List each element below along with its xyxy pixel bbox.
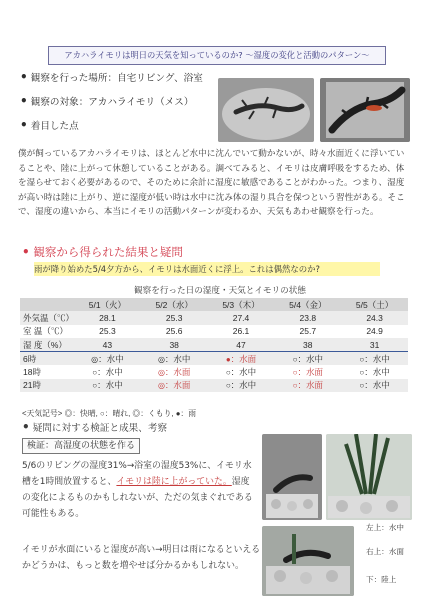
table-header-row	[20, 298, 408, 311]
verification-heading	[22, 420, 167, 434]
caption-top-left: 左上：水中	[366, 523, 404, 532]
weather-legend: <天気記号> ◎：快晴, ○：晴れ, ◎：くもり, ●：雨	[22, 409, 197, 418]
caption-bottom: 下：陸上	[366, 575, 397, 584]
verification-title: 検証：高湿度の状態を作る	[22, 438, 140, 454]
row-label: 湿 度（%）	[20, 338, 74, 352]
photo-land	[262, 526, 354, 596]
table-title: 観察を行った日の湿度・天気とイモリの状態	[134, 286, 306, 296]
time-row	[20, 352, 408, 366]
state-cell	[141, 365, 208, 378]
place-row	[20, 70, 203, 84]
newt-state: ：水中	[230, 380, 257, 391]
newt-state: ：水中	[230, 367, 257, 378]
time-row	[20, 365, 408, 378]
weather-mark: ○	[225, 368, 231, 378]
weather-mark: ◎	[91, 354, 99, 364]
newt-state: ：水面	[297, 380, 323, 391]
state-cell	[274, 365, 341, 378]
time-label: 6時	[20, 352, 74, 366]
newt-state: ：水中	[98, 353, 124, 364]
question-highlight: 雨が降り始めた5/4夕方から、イモリは水面近くに浮上。これは偶然なのか?	[34, 262, 380, 276]
bullet-icon: •	[20, 70, 28, 84]
subject-label: 観察の対象：	[30, 97, 89, 108]
bullet-icon: •	[20, 118, 28, 132]
weather-mark: ○	[92, 368, 98, 378]
weather-mark: ○	[225, 381, 231, 391]
value-cell: 25.3	[141, 311, 208, 324]
photo-surface	[326, 434, 412, 520]
verification-text-highlight: イモリは陸に上がっていた。	[116, 477, 232, 487]
value-cell: 23.8	[274, 311, 341, 324]
newt-photo-2	[320, 78, 410, 142]
verification-text-1: 5/6のリビングの湿度31%→浴室の湿度53%に、イモリ水槽を1時間放置すると、	[22, 461, 252, 487]
bullet-icon: •	[20, 94, 28, 108]
subject-row	[20, 94, 193, 108]
state-cell	[208, 352, 275, 366]
weather-mark: ○	[92, 381, 98, 391]
state-cell	[74, 352, 141, 366]
newt-state: ：水中	[97, 367, 123, 378]
verification-text-2: 湿度の変化によるものかもしれないが、ただの気まぐれである可能性もある。	[22, 477, 253, 519]
newt-state: ：水中	[164, 353, 191, 364]
newt-state: ：水中	[97, 380, 123, 391]
value-cell: 38	[141, 338, 208, 352]
value-cell: 38	[274, 338, 341, 352]
photo-underwater	[262, 434, 322, 520]
weather-mark: ◎	[157, 381, 165, 391]
conclusion-text: イモリが水面にいると湿度が高い→明日は雨になるといえるかどうかは、もっと数を増やせば分かるかもしれない。	[22, 545, 261, 571]
focus-row	[20, 118, 79, 132]
newt-state: ：水中	[364, 380, 390, 391]
weather-mark: ○	[292, 368, 298, 378]
newt-state: ：水面	[164, 367, 191, 378]
table-row	[20, 311, 408, 324]
date-header: 5/3（木）	[208, 298, 275, 311]
focus-label: 着目した点	[30, 121, 79, 132]
observation-table	[20, 298, 408, 392]
place-value: 自宅リビング、浴室	[117, 73, 203, 84]
value-cell: 26.1	[232, 326, 250, 337]
date-header: 5/2（水）	[141, 298, 208, 311]
bullet-icon: •	[22, 420, 30, 434]
value-cell: 27.4	[208, 311, 275, 324]
state-cell	[341, 352, 408, 366]
newt-in-tank-image	[320, 78, 410, 142]
time-label: 21時	[20, 379, 74, 392]
state-cell	[341, 379, 408, 392]
value-cell: 24.3	[341, 311, 408, 324]
value-cell: 28.1	[74, 311, 141, 324]
newt-state: ：水面	[230, 353, 257, 364]
weather-mark: ◎	[157, 368, 165, 378]
state-cell	[208, 365, 275, 378]
newt-state: ：水面	[297, 367, 323, 378]
results-heading	[22, 244, 183, 260]
newt-state: ：水中	[297, 353, 323, 364]
value-cell: 24.9	[366, 326, 383, 337]
time-label: 18時	[23, 367, 41, 378]
value-cell: 47	[208, 338, 275, 352]
value-cell: 31	[341, 338, 408, 352]
row-label: 外気温（℃）	[20, 311, 74, 324]
value-cell: 25.7	[299, 326, 317, 337]
state-cell	[341, 365, 408, 378]
value-cell: 25.3	[99, 326, 116, 337]
value-cell: 43	[74, 338, 141, 352]
state-cell	[74, 379, 141, 392]
place-label: 観察を行った場所：	[30, 73, 118, 84]
state-cell	[274, 352, 341, 366]
weather-mark: ○	[359, 368, 365, 378]
row-label: 室 温（℃）	[23, 326, 68, 337]
state-cell	[141, 379, 208, 392]
newt-photo-1	[218, 78, 314, 142]
newt-underwater-image	[262, 434, 322, 520]
weather-mark: ○	[359, 381, 365, 391]
date-header: 5/4（金）	[274, 298, 341, 311]
table-row	[20, 338, 408, 352]
observation-paragraph: 僕が飼っているアカハライモリは、ほとんど水中に沈んでいて動かないが、時々水面近くに浮いていることや、陸に上がって休憩していることがある。調べてみると、イモリは皮膚呼吸をするため、体を湿らせておく必要があるので、そのために余計に湿度に敏感であることがわかった。つまり、湿度が高い時は陸に上がり、逆に湿度が低い時は水中に沈み体の湿り具合を保つという習性がある。そこで、湿度の違いから、本当にイモリの活動パターンが変わるか、天気もあわせ観察を行った。	[18, 149, 405, 218]
state-cell	[208, 379, 275, 392]
caption-top-right: 右上：水面	[366, 547, 404, 556]
newt-surface-image	[326, 434, 412, 520]
bullet-icon: •	[22, 245, 30, 259]
date-header: 5/5（土）	[341, 298, 408, 311]
value-cell: 25.6	[165, 326, 183, 337]
state-cell	[274, 379, 341, 392]
newt-state: ：水中	[364, 353, 390, 364]
weather-mark: ○	[292, 354, 298, 364]
weather-mark: ●	[225, 354, 231, 364]
verification-heading-text: 疑問に対する検証と成果、考察	[32, 423, 168, 434]
verification-text	[22, 458, 258, 522]
weather-mark: ○	[359, 354, 365, 364]
date-header: 5/1（火）	[74, 298, 141, 311]
time-rows-body	[20, 352, 408, 392]
weather-mark: ◎	[157, 354, 165, 364]
results-heading-text: 観察から得られた結果と疑問	[33, 245, 183, 259]
state-cell	[141, 352, 208, 366]
subject-value: アカハライモリ（メス）	[88, 97, 194, 108]
table-row	[20, 325, 408, 338]
newt-state: ：水中	[364, 367, 390, 378]
newt-on-land-image	[262, 526, 354, 596]
page-title: アカハライモリは明日の天気を知っているのか? 〜湿度の変化と活動のパターン〜	[48, 46, 386, 65]
newt-state: ：水面	[164, 380, 191, 391]
weather-mark: ○	[292, 381, 298, 391]
time-row	[20, 379, 408, 392]
newt-in-water-image	[218, 78, 314, 142]
corner-cell	[20, 298, 74, 311]
state-cell	[74, 365, 141, 378]
